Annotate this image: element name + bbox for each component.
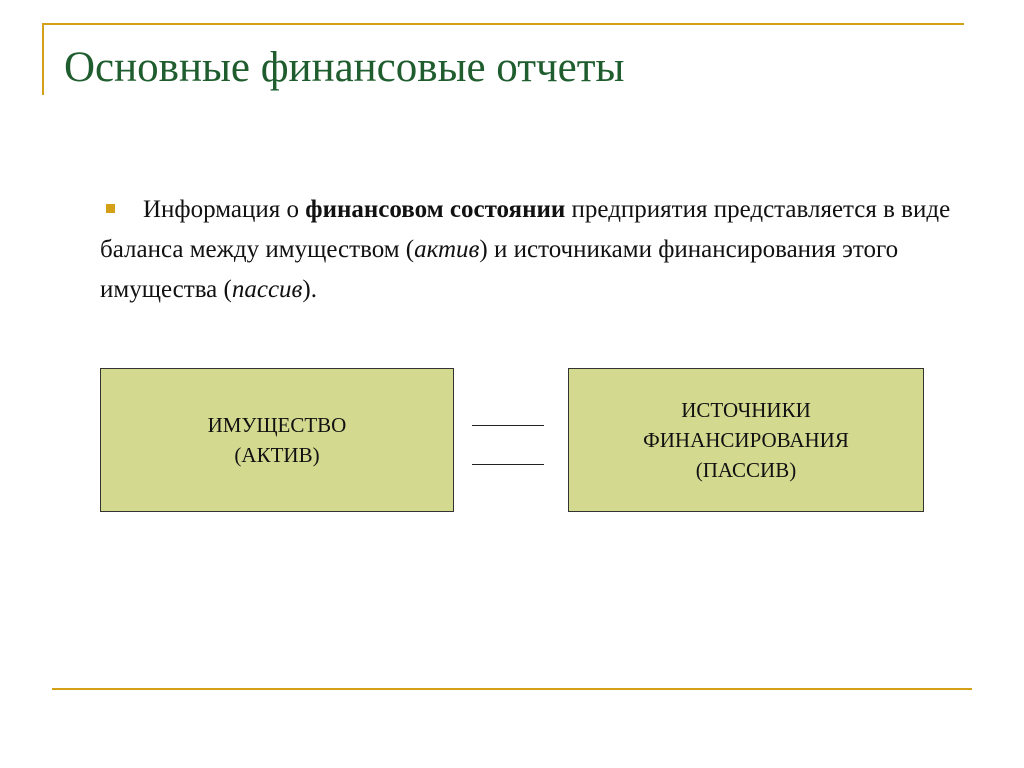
bullet-bold-term: финансовом состоянии bbox=[305, 196, 566, 223]
top-frame-line bbox=[42, 23, 964, 25]
left-frame-line bbox=[42, 23, 44, 95]
square-bullet-icon bbox=[106, 204, 115, 213]
bullet-italic-term-passiv: пассив bbox=[231, 276, 303, 303]
bullet-italic-term-aktiv: актив bbox=[414, 236, 480, 263]
bullet-text bbox=[100, 196, 950, 303]
bullet-text-part: ) и источниками финансирования этого имущества ( bbox=[100, 236, 899, 303]
liabilities-box-label: ИСТОЧНИКИ ФИНАНСИРОВАНИЯ (ПАССИВ) bbox=[643, 398, 849, 482]
bullet-text-part: предприятия представляется в виде баланса между имуществом ( bbox=[100, 196, 951, 263]
assets-box bbox=[100, 368, 454, 512]
liabilities-box bbox=[568, 368, 924, 512]
bottom-frame-line bbox=[52, 688, 972, 690]
slide-title: Основные финансовые отчеты bbox=[64, 44, 625, 91]
bullet-paragraph bbox=[100, 190, 980, 310]
bullet-text-part: ). bbox=[302, 276, 317, 303]
assets-box-label: ИМУЩЕСТВО (АКТИВ) bbox=[207, 413, 347, 467]
equals-sign-bottom-line bbox=[472, 464, 544, 465]
equals-sign-top-line bbox=[472, 425, 544, 426]
bullet-text-part: Информация о bbox=[143, 196, 306, 223]
